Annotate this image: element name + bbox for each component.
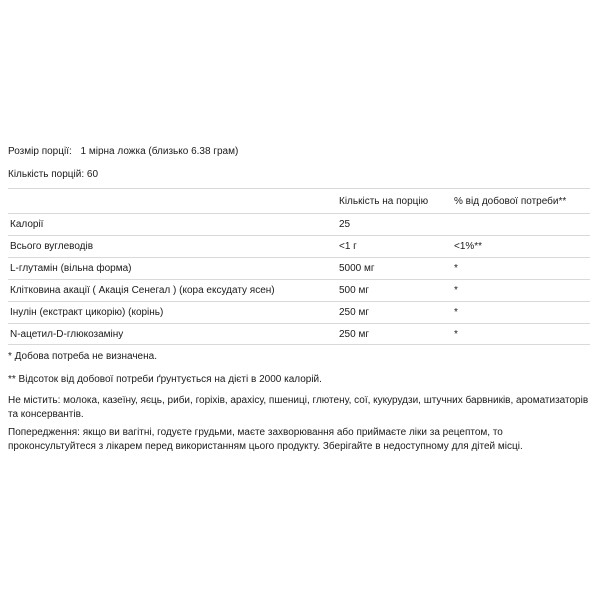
nutrient-daily-value: <1%**: [454, 241, 483, 252]
note-daily-not-defined: * Добова потреба не визначена.: [8, 351, 157, 362]
table-header-row: [8, 188, 590, 213]
nutrient-name: Інулін (екстракт цикорію) (корінь): [10, 307, 164, 318]
nutrient-name: N-ацетил-D-глюкозаміну: [10, 329, 124, 340]
table-row: [8, 323, 590, 345]
nutrient-amount: <1 г: [339, 241, 357, 252]
nutrition-table: [8, 188, 590, 345]
nutrient-amount: 500 мг: [339, 285, 369, 296]
serving-size-line: [8, 146, 238, 157]
nutrient-name: L-глутамін (вільна форма): [10, 263, 132, 274]
header-amount: Кількість на порцію: [339, 196, 429, 207]
serving-size-value: 1 мірна ложка (близько 6.38 грам): [80, 146, 239, 157]
table-row: [8, 213, 590, 235]
note-warning: Попередження: якщо ви вагітні, годуєте грудьми, маєте захворювання або приймаєте ліки за рецептом, то проконсультуйтеся з лікарем перед використанням цього продукту. Зберігайте в недоступному для дітей місці.: [8, 427, 523, 452]
table-row: [8, 301, 590, 323]
nutrient-amount: 25: [339, 219, 351, 230]
nutrient-daily-value: *: [454, 285, 458, 296]
table-row: [8, 257, 590, 279]
nutrient-daily-value: *: [454, 307, 458, 318]
nutrient-name: Калорії: [10, 219, 44, 230]
nutrient-name: Всього вуглеводів: [10, 241, 94, 252]
table-row: [8, 235, 590, 257]
note-free-from: Не містить: молока, казеїну, яєць, риби, горіхів, арахісу, пшениці, глютену, сої, кукурудзи, штучних барвників, ароматизаторів та консервантів.: [8, 395, 589, 420]
header-daily-value: % від добової потреби**: [454, 196, 567, 207]
servings-count-label: Кількість порцій:: [8, 169, 85, 180]
serving-size-label: Розмір порції:: [8, 146, 72, 157]
nutrient-name: Клітковина акації ( Акація Сенегал ) (кора ексудату ясен): [10, 285, 275, 296]
nutrient-daily-value: *: [454, 263, 458, 274]
nutrient-amount: 250 мг: [339, 329, 369, 340]
servings-count-line: [8, 169, 98, 180]
nutrient-amount: 5000 мг: [339, 263, 375, 274]
nutrient-daily-value: *: [454, 329, 458, 340]
nutrient-amount: 250 мг: [339, 307, 369, 318]
note-percent-basis: ** Відсоток від добової потреби ґрунтується на дієті в 2000 калорій.: [8, 374, 322, 385]
table-row: [8, 279, 590, 301]
servings-count-value: 60: [86, 169, 99, 180]
